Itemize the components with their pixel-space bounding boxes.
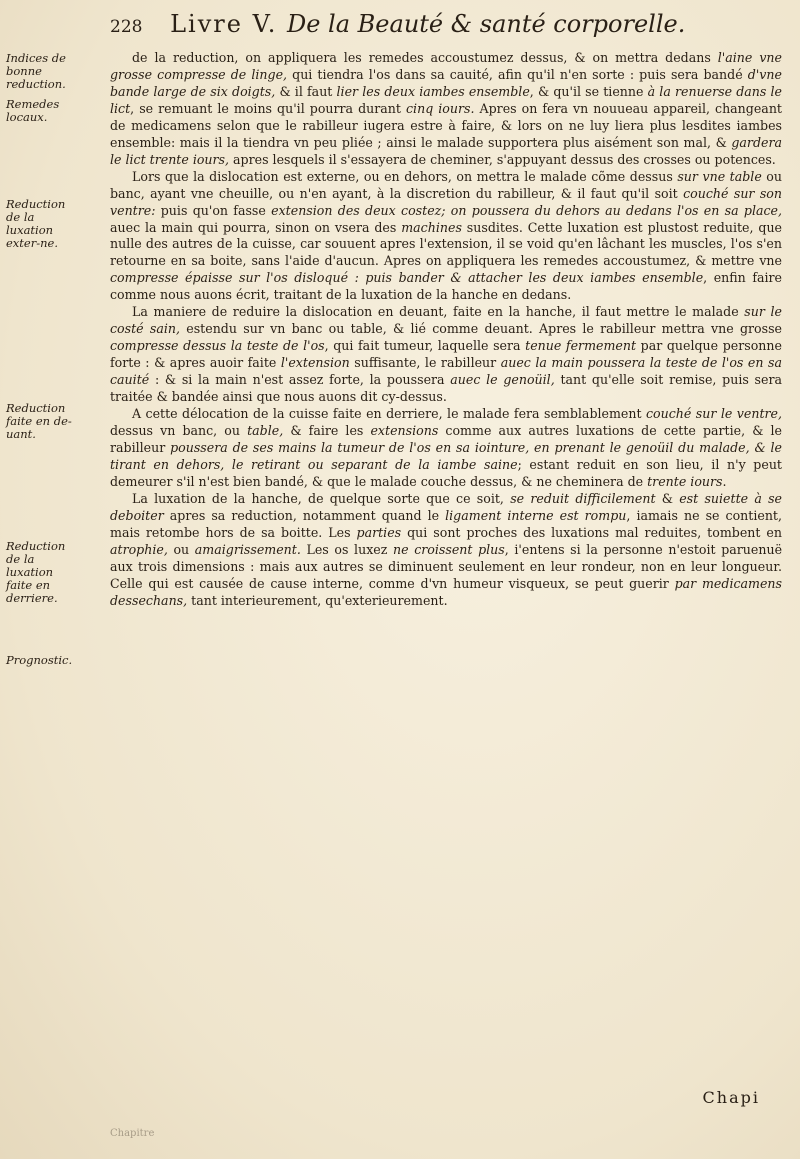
margin-note: Prognostic. [6, 653, 73, 667]
italic-run: sur le costé sain, [110, 304, 783, 337]
book-label: Livre V. [170, 10, 278, 38]
italic-run: d'vne bande large de six doigts, [110, 66, 782, 99]
text-run: tant interieurement, qu'exterieurement. [187, 592, 448, 608]
italic-run: auec le genoüil, [450, 372, 555, 388]
italic-run: atrophie, [110, 541, 168, 557]
italic-run: gardera le lict trente iours, [110, 134, 782, 167]
catchword: Chapi [702, 1088, 760, 1107]
text-run: ou banc, ayant vne cheuille, ou n'en ayant, à la discretion du rabilleur, & il faut qu'il soit [110, 168, 783, 201]
text-run: par quelque personne forte : & apres auoir faite [110, 338, 782, 371]
text-run: , qui fait tumeur, laquelle sera [324, 338, 526, 354]
running-header [110, 10, 730, 44]
paragraph [110, 406, 782, 491]
text-run: suffisante, le rabilleur [349, 355, 501, 371]
italic-run: est suiette à se deboiter [110, 490, 783, 523]
text-run: qui sont proches des luxations mal reduites, tombent en [401, 524, 782, 540]
italic-run: tenue fermement [525, 338, 637, 354]
italic-run: compresse dessus la teste de l'os [110, 338, 325, 354]
italic-run: lier les deux iambes ensemble [336, 83, 530, 99]
margin-note: Reduction de la luxation faite en derriere. [6, 539, 66, 605]
italic-run: ligament interne est rompu [445, 507, 627, 523]
text-run: La maniere de reduire la dislocation en deuant, faite en la hanche, il faut mettre le malade [132, 304, 745, 320]
text-run: & [655, 490, 680, 506]
text-run: ; estant reduit en son lieu, il n'y peut demeurer s'il n'est bien bandé, & que le malade couche dessus, & ne cheminera de [110, 456, 782, 489]
text-run: comme aux autres luxations de cette partie, & le rabilleur [110, 422, 782, 455]
text-run: Lors que la dislocation est externe, ou en dehors, on mettra le malade cõme dessus [132, 168, 678, 184]
italic-run: l'extension [280, 355, 350, 371]
text-run: apres sa reduction, notamment quand le [163, 507, 446, 523]
faded-stamp: Chapitre [110, 1128, 155, 1139]
italic-run: extensions [370, 422, 439, 438]
italic-run: trente iours [647, 473, 723, 489]
paragraph [110, 491, 782, 610]
margin-note: Indices de bonne reduction. [6, 51, 66, 91]
italic-run: auec la main poussera la teste de l'os en sa cauité [110, 355, 782, 388]
chapter-title: De la Beauté & santé corporelle. [286, 10, 686, 38]
italic-run: machines [401, 219, 462, 235]
text-run: , iamais ne se contient, mais retombe hors de sa boitte. Les [110, 507, 782, 540]
italic-run: l'aine vne grosse compresse de linge, [110, 50, 782, 82]
text-run: dessus vn banc, ou [110, 422, 248, 438]
text-run: estendu sur vn banc ou table, & lié comme deuant. Apres le rabilleur mettra vne grosse [180, 321, 782, 337]
italic-run: parties [356, 524, 402, 540]
italic-run: couché sur son ventre: [110, 185, 782, 218]
paragraph [110, 50, 782, 169]
text-run: & il faut [275, 83, 337, 99]
body-text [110, 50, 782, 609]
text-run: apres lesquels il s'essayera de cheminer, s'appuyant dessus des crosses ou potences. [229, 151, 776, 167]
italic-run: se reduit difficilement [510, 490, 656, 506]
text-run: . [722, 473, 727, 489]
text-run: Les os luxez [300, 541, 394, 557]
text-run: , se remuant le moins qu'il pourra durant [130, 100, 406, 116]
margin-note: Reduction faite en de-uant. [6, 401, 72, 441]
text-run: tant qu'elle soit remise, puis sera traitée & bandée ainsi que nous auons dit cy-dessus. [110, 372, 782, 405]
paragraph [110, 169, 782, 305]
margin-note: Reduction de la luxation exter-ne. [6, 197, 66, 250]
text-run: qui tiendra l'os dans sa cauité, afin qu'il n'en sorte : puis sera bandé [287, 66, 748, 82]
text-run: susdites. Cette luxation est plustost reduite, que nulle des autres de la cuisse, car souuent apres l'extension, il se void qu'en lâchant les muscles, l'os s'en retourne en sa boite, sans l'aide d'aucun. Apres on appliquera les remedes accoustumez, & mettre vne [110, 219, 783, 269]
text-run: , enfin faire comme nous auons écrit, traitant de la luxation de la hanche en dedans. [110, 270, 782, 303]
italic-run: sur vne table [677, 168, 762, 184]
italic-run: par medicamens dessechans, [110, 575, 782, 608]
text-run: Apres on fera vn nouueau appareil, changeant de medicamens selon que le rabilleur iugera estre à faire, & lors on ne luy liera plus lesdites iambes ensemble: mais il la tiendra vn peu pliée ; ainsi le malade supportera plus aisément son mal, & [110, 100, 782, 150]
italic-run: cinq iours. [406, 100, 475, 116]
text-run: de la reduction, on appliquera les remedes accoustumez dessus, & on mettra dedans [132, 50, 718, 65]
text-run: : & si la main n'est assez forte, la poussera [149, 372, 451, 388]
italic-run: amaigrissement. [194, 541, 301, 557]
text-run: auec la main qui pourra, sinon on vsera des [110, 219, 402, 235]
italic-run: à la renuerse dans le lict [110, 83, 783, 116]
italic-run: couché sur le ventre, [646, 406, 782, 422]
text-run: A cette délocation de la cuisse faite en derriere, le malade fera semblablement [132, 406, 646, 422]
text-run: ou [167, 541, 195, 557]
text-run: puis qu'on fasse [155, 202, 272, 218]
italic-run: table, [247, 422, 284, 438]
italic-run: ne croissent plus [393, 541, 505, 557]
italic-run: extension des deux costez; on poussera du dehors au dedans l'os en sa place, [271, 202, 782, 218]
text-run: La luxation de la hanche, de quelque sorte que ce soit, [132, 490, 511, 506]
paragraph [110, 304, 782, 406]
italic-run: compresse épaisse sur l'os disloqué : puis bander & attacher les deux iambes ensemble [110, 270, 704, 286]
italic-run: poussera de ses mains la tumeur de l'os en sa iointure, en prenant le genoüil du malade, & le tirant en dehors, le retirant ou separant de la iambe saine [110, 439, 782, 472]
text-run: , & qu'il se tienne [529, 83, 648, 99]
text-run: , i'entens si la personne n'estoit paruenuë aux trois dimensions : mais aux autres se diminuent seulement en leur rondeur, non en leur longueur. Celle qui est causée de cause interne, comme d'vn humeur visqueux, se peut guerir [110, 541, 783, 591]
page-number: 228 [110, 17, 143, 37]
text-run: & faire les [283, 422, 371, 438]
margin-note: Remedes locaux. [6, 97, 60, 124]
